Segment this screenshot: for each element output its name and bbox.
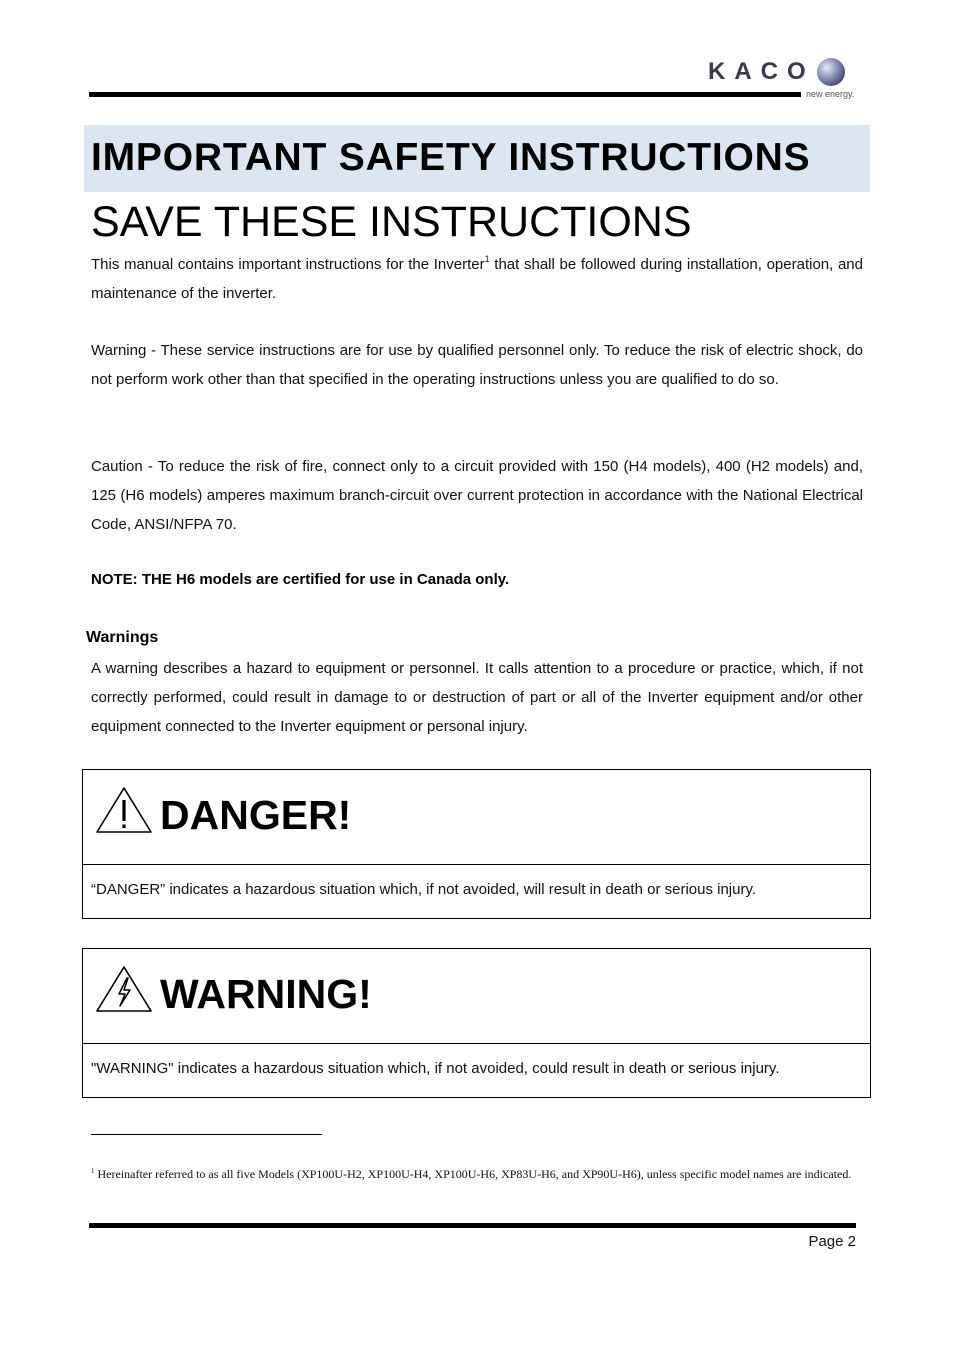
warnings-paragraph: A warning describes a hazard to equipment or personnel. It calls attention to a procedure or practice, which, if not correctly performed, could result in damage to or destruction of part or all of the Inverter equipment and/or other equipment connected to the Inverter equipment or personal injury. — [91, 660, 863, 735]
exclamation-triangle-icon — [94, 785, 154, 835]
page-subtitle: SAVE THESE INSTRUCTIONS — [91, 198, 692, 246]
logo-tagline: new energy. — [806, 89, 855, 99]
footnote-reference: 1 — [484, 254, 490, 264]
danger-description: “DANGER” indicates a hazardous situation which, if not avoided, will result in death or serious injury. — [91, 881, 757, 898]
intro-text-start: This manual contains important instructions for the Inverter — [91, 256, 485, 273]
warning-box-body — [83, 1044, 870, 1097]
lightning-triangle-icon — [94, 964, 154, 1014]
warning-paragraph: Warning - These service instructions are for use by qualified personnel only. To reduce the risk of electric shock, do not perform work other than that specified in the operating instructions unless you are qualified to do so. — [91, 342, 863, 388]
intro-text-end: that shall be followed during installation, operation, and maintenance of the inverter. — [91, 256, 863, 302]
footer-rule — [89, 1223, 856, 1228]
caution-paragraph: Caution - To reduce the risk of fire, connect only to a circuit provided with 150 (H4 models), 400 (H2 models) and, 125 (H6 models) amperes maximum branch-circuit over current protection in accordance with the National Electrical Code, ANSI/NFPA 70. — [91, 458, 863, 533]
warning-label: WARNING! — [160, 971, 372, 1017]
intro-paragraph — [91, 251, 863, 309]
warning-box — [82, 948, 871, 1098]
footnote — [91, 1160, 863, 1189]
footnote-text: Hereinafter referred to as all five Models (XP100U-H2, XP100U-H4, XP100U-H6, XP83U-H6, and XP90U-H6), unless specific model names are indicated. — [94, 1167, 852, 1181]
canada-note: NOTE: THE H6 models are certified for use in Canada only. — [91, 571, 510, 588]
page-title: IMPORTANT SAFETY INSTRUCTIONS — [91, 136, 811, 179]
footnote-number: 1 — [91, 1167, 95, 1175]
danger-box — [82, 769, 871, 919]
footnote-rule — [91, 1134, 322, 1135]
warning-box-header — [83, 949, 870, 1044]
danger-box-header — [83, 770, 870, 865]
warnings-heading: Warnings — [86, 629, 159, 646]
logo-text: KACO — [708, 58, 815, 85]
danger-label: DANGER! — [160, 792, 352, 838]
danger-box-body — [83, 865, 870, 918]
page-number: Page 2 — [808, 1233, 856, 1250]
header-rule — [89, 92, 801, 97]
logo-orb-icon — [817, 58, 845, 86]
warning-description: "WARNING" indicates a hazardous situation which, if not avoided, could result in death or serious injury. — [91, 1060, 780, 1077]
